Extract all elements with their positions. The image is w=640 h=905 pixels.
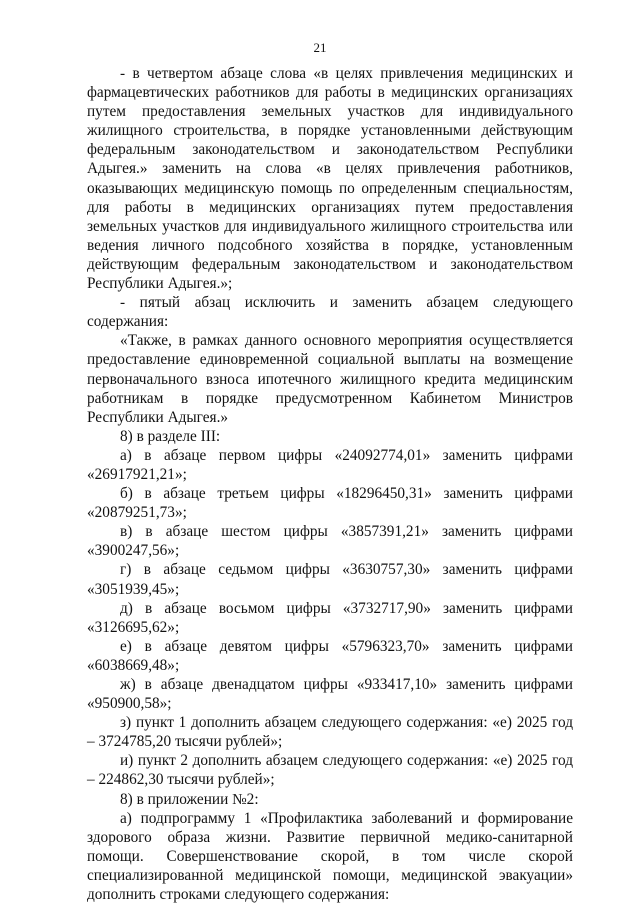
paragraph-section-iii-heading: 8) в разделе III: [120, 427, 221, 445]
paragraph-appendix-2-heading: 8) в приложении №2: [120, 790, 259, 808]
page-number: 21 [313, 40, 327, 55]
item-a-value: «26917921,21»; [87, 465, 187, 483]
item-zh-line: ж) в абзаце двенадцатом цифры «933417,10» заменить цифрами [120, 676, 573, 693]
item-zh-value: «950900,58»; [87, 695, 172, 713]
item-v-value: «3900247,56»; [87, 542, 180, 560]
item-b-value: «20879251,73»; [87, 504, 187, 522]
paragraph-quote-new-text: «Также, в рамках данного основного мероприятия осуществляется предоставление единовременной социальной выплаты на возмещение первоначального взноса ипотечного жилищного кредита медицинским работникам в порядке предусмотренном Кабинетом Министров Республики Адыгея.» [87, 332, 573, 426]
item-a-line: а) в абзаце первом цифры «24092774,01» заменить цифрами [120, 446, 573, 464]
item-i-paragraph: и) пункт 2 дополнить абзацем следующего содержания: «е) 2025 год – 224862,30 тысячи рублей»; [87, 752, 573, 789]
paragraph-fourth-abzac: - в четвертом абзаце слова «в целях привлечения медицинских и фармацевтических работников для работы в медицинских организациях путем предоставления земельных участков для индивидуального жилищного строительства, в порядке установленными действующим федеральным законодательством и законодательством Республики Адыгея.» заменить на слова «в целях привлечения работников, оказывающих медицинскую помощь по определенным специальностям, для работы в медицинских организациях путем предоставления земельных участков для индивидуального жилищного строительства или ведения личного подсобного хозяйства в порядке, установленным действующим федеральным законодательством и законодательством Республики Адыгея.»; [87, 65, 573, 293]
item-v-line: в) в абзаце шестом цифры «3857391,21» заменить цифрами [120, 523, 573, 541]
item-d-line: д) в абзаце восьмом цифры «3732717,90» заменить цифрами [120, 599, 573, 617]
item-b-line: б) в абзаце третьем цифры «18296450,31» заменить цифрами [120, 485, 573, 503]
paragraph-fifth-abzac: - пятый абзац исключить и заменить абзацем следующего содержания: [87, 294, 573, 331]
item-d-value: «3126695,62»; [87, 618, 180, 636]
item-e-line: е) в абзаце девятом цифры «5796323,70» заменить цифрами [120, 637, 573, 655]
paragraph-subprogram-1: а) подпрограмму 1 «Профилактика заболеваний и формирование здорового образа жизни. Развитие первичной медико-санитарной помощи. Совершенствование скорой, в том числе скорой специализированной медицинской помощи, медицинской эвакуации» дополнить строками следующего содержания: [87, 809, 573, 904]
document-body [87, 64, 573, 904]
item-z-paragraph: з) пункт 1 дополнить абзацем следующего содержания: «е) 2025 год – 3724785,20 тысячи рублей»; [87, 714, 573, 751]
item-g-value: «3051939,45»; [87, 580, 180, 598]
item-g-line: г) в абзаце седьмом цифры «3630757,30» заменить цифрами [120, 561, 573, 579]
item-e-value: «6038669,48»; [87, 656, 180, 674]
